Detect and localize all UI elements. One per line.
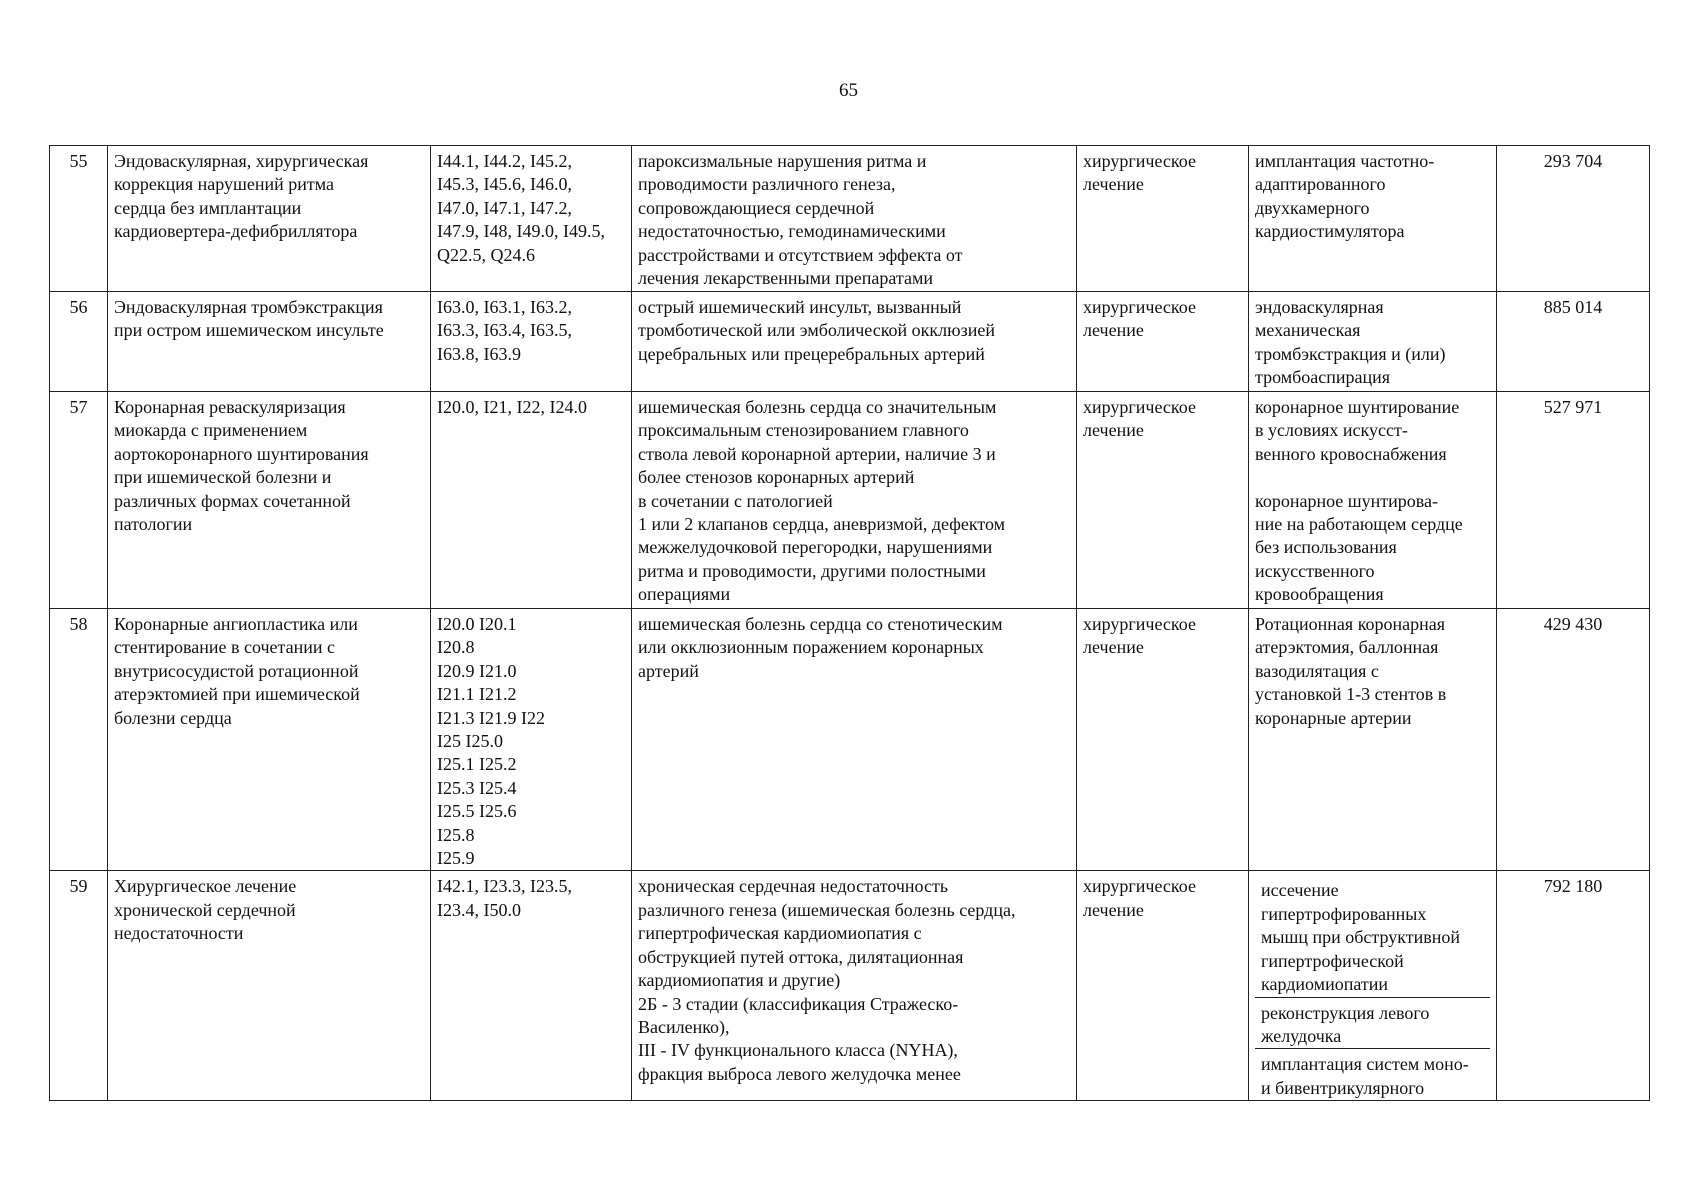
- patient-model-line: ствола левой коронарной артерии, наличие 3 и: [638, 443, 996, 464]
- patient-model-line: операциями: [638, 584, 731, 605]
- procedure-name-cell: [108, 146, 431, 292]
- patient-model-line: кардиомиопатия и другие): [638, 970, 841, 991]
- patient-model-line: обструкцией путей оттока, дилятационная: [638, 946, 964, 967]
- patient-model-line: недостаточностью, гемодинамическими: [638, 221, 946, 242]
- method-line: имплантация систем моно-: [1261, 1054, 1469, 1075]
- procedure-name-cell: [108, 871, 431, 1101]
- procedure-name-line: внутрисосудистой ротационной: [114, 660, 359, 681]
- procedure-name-line: недостаточности: [114, 923, 244, 944]
- method-line: и бивентрикулярного: [1261, 1077, 1425, 1098]
- treatment-type-cell: [1077, 146, 1249, 292]
- table-row: [50, 871, 1650, 1101]
- procedure-name-line: различных формах сочетанной: [114, 490, 351, 511]
- icd-code-line: I47.0, I47.1, I47.2,: [437, 197, 572, 218]
- patient-model-line: Василенко),: [638, 1016, 730, 1037]
- method-line: коронарные артерии: [1255, 707, 1412, 728]
- icd-code-line: I25.8: [437, 824, 475, 845]
- method-line: имплантация частотно-: [1255, 151, 1435, 171]
- patient-model-line: или окклюзионным поражением коронарных: [638, 637, 984, 658]
- procedure-name-line: болезни сердца: [114, 707, 232, 728]
- patient-model-cell: [632, 392, 1077, 609]
- patient-model-line: 2Б - 3 стадии (классификация Стражеско-: [638, 993, 959, 1014]
- method-line: коронарное шунтирова-: [1255, 490, 1439, 511]
- procedure-name-line: аортокоронарного шунтирования: [114, 443, 369, 464]
- method-line: тромбэкстракция и (или): [1255, 343, 1446, 364]
- method-line: двухкамерного: [1255, 197, 1370, 218]
- patient-model-line: межжелудочковой перегородки, нарушениями: [638, 537, 993, 558]
- procedure-name-line: при ишемической болезни и: [114, 467, 332, 488]
- method-line: Ротационная коронарная: [1255, 614, 1446, 634]
- method-line: реконструкция левого: [1261, 1002, 1430, 1023]
- procedure-name-line: патологии: [114, 514, 193, 535]
- patient-model-line: проводимости различного генеза,: [638, 174, 896, 195]
- patient-model-cell: [632, 871, 1077, 1101]
- row-number: [50, 392, 108, 609]
- method-line: атерэктомия, баллонная: [1255, 637, 1439, 658]
- icd-code-line: I23.4, I50.0: [437, 899, 521, 920]
- icd-code-line: I20.0, I21, I22, I24.0: [437, 397, 587, 417]
- icd-code-line: I42.1, I23.3, I23.5,: [437, 876, 572, 897]
- patient-model-cell: [632, 292, 1077, 392]
- patient-model-line: церебральных или прецеребральных артерий: [638, 343, 985, 364]
- treatment-type-line: хирургическое: [1083, 297, 1196, 317]
- treatment-type-cell: [1077, 392, 1249, 609]
- procedure-name-line: сердца без имплантации: [114, 197, 302, 218]
- treatment-methods-cell: [1249, 871, 1497, 1101]
- patient-model-line: пароксизмальные нарушения ритма и: [638, 151, 927, 171]
- procedure-name-line: Эндоваскулярная тромбэкстракция: [114, 297, 383, 317]
- price-cell: [1497, 609, 1650, 871]
- patient-model-line: сопровождающиеся сердечной: [638, 197, 875, 218]
- treatment-type-line: лечение: [1083, 637, 1144, 658]
- icd-code-line: I20.8: [437, 637, 475, 658]
- procedure-name-line: коррекция нарушений ритма: [114, 174, 334, 195]
- procedure-name-line: при остром ишемическом инсульте: [114, 320, 384, 341]
- icd-code-line: I20.9 I21.0: [437, 660, 517, 681]
- method-line: механическая: [1255, 320, 1361, 341]
- row-number-text: 57: [69, 397, 88, 417]
- treatment-type-cell: [1077, 292, 1249, 392]
- patient-model-line: расстройствами и отсутствием эффекта от: [638, 244, 963, 265]
- patient-model-line: фракция выброса левого желудочка менее: [638, 1063, 961, 1084]
- procedure-name-line: Коронарные ангиопластика или: [114, 614, 358, 634]
- row-number-text: 59: [69, 876, 88, 897]
- patient-model-line: хроническая сердечная недостаточность: [638, 876, 949, 897]
- method-block: [1255, 998, 1490, 1050]
- method-line: кардиостимулятора: [1255, 221, 1405, 242]
- patient-model-line: гипертрофическая кардиомиопатия с: [638, 923, 922, 944]
- treatment-type-line: хирургическое: [1083, 876, 1196, 897]
- icd-codes-cell: [431, 392, 632, 609]
- patient-model-line: острый ишемический инсульт, вызванный: [638, 297, 962, 317]
- patient-model-line: 1 или 2 клапанов сердца, аневризмой, дефектом: [638, 514, 1006, 535]
- row-number-text: 58: [69, 614, 88, 634]
- method-line: адаптированного: [1255, 174, 1386, 195]
- icd-codes-cell: [431, 146, 632, 292]
- procedure-name-cell: [108, 392, 431, 609]
- icd-code-line: I63.8, I63.9: [437, 343, 521, 364]
- price-value: 792 180: [1543, 876, 1603, 897]
- table-row: [50, 392, 1650, 609]
- procedure-name-cell: [108, 609, 431, 871]
- patient-model-line: различного генеза (ишемическая болезнь сердца,: [638, 899, 1016, 920]
- price-cell: [1497, 871, 1650, 1101]
- treatment-type-line: лечение: [1083, 174, 1144, 195]
- method-line: венного кровоснабжения: [1255, 443, 1447, 464]
- table-row: [50, 146, 1650, 292]
- method-line: без использования: [1255, 537, 1397, 558]
- row-number-text: 55: [69, 151, 88, 171]
- treatment-type-cell: [1077, 871, 1249, 1101]
- page-number: 65: [839, 80, 858, 101]
- patient-model-line: лечения лекарственными препаратами: [638, 268, 934, 289]
- patient-model-line: ритма и проводимости, другими полостными: [638, 560, 986, 581]
- price-cell: [1497, 392, 1650, 609]
- method-line: вазодилятация с: [1255, 660, 1379, 681]
- treatment-methods-cell: [1249, 609, 1497, 871]
- patient-model-line: более стенозов коронарных артерий: [638, 467, 915, 488]
- procedure-name-line: Хирургическое лечение: [114, 876, 297, 897]
- icd-codes-cell: [431, 292, 632, 392]
- method-line: гипертрофированных: [1261, 903, 1427, 924]
- procedure-name-line: стентирование в сочетании с: [114, 637, 336, 658]
- row-number: [50, 609, 108, 871]
- method-line: кардиомиопатии: [1261, 974, 1388, 995]
- method-line: установкой 1-3 стентов в: [1255, 684, 1447, 705]
- icd-code-line: I20.0 I20.1: [437, 614, 517, 634]
- procedure-name-line: Коронарная реваскуляризация: [114, 397, 346, 417]
- patient-model-line: ишемическая болезнь сердца со стенотическим: [638, 614, 1003, 634]
- icd-code-line: I47.9, I48, I49.0, I49.5,: [437, 221, 605, 242]
- icd-codes-cell: [431, 609, 632, 871]
- patient-model-line: тромботической или эмболической окклюзией: [638, 320, 995, 341]
- procedure-name-line: миокарда с применением: [114, 420, 308, 441]
- icd-code-line: I25 I25.0: [437, 731, 503, 752]
- price-value: 885 014: [1543, 297, 1603, 317]
- treatment-methods-cell: [1249, 392, 1497, 609]
- method-line: коронарное шунтирование: [1255, 397, 1460, 417]
- row-number: [50, 146, 108, 292]
- table-row: [50, 292, 1650, 392]
- price-value: 429 430: [1543, 614, 1603, 634]
- patient-model-line: проксимальным стенозированием главного: [638, 420, 969, 441]
- icd-code-line: I63.0, I63.1, I63.2,: [437, 297, 572, 317]
- procedure-name-line: хронической сердечной: [114, 899, 296, 920]
- treatment-methods-cell: [1249, 292, 1497, 392]
- patient-model-line: артерий: [638, 660, 699, 681]
- method-line: тромбоаспирация: [1255, 367, 1391, 388]
- table-row: [50, 609, 1650, 871]
- treatment-type-line: хирургическое: [1083, 151, 1196, 171]
- icd-codes-cell: [431, 871, 632, 1101]
- row-number: [50, 871, 108, 1101]
- method-line: мышц при обструктивной: [1261, 927, 1461, 948]
- patient-model-line: III - IV функционального класса (NYHA),: [638, 1040, 958, 1061]
- patient-model-line: в сочетании с патологией: [638, 490, 833, 511]
- procedure-name-line: Эндоваскулярная, хирургическая: [114, 151, 369, 171]
- treatment-type-line: хирургическое: [1083, 614, 1196, 634]
- patient-model-cell: [632, 609, 1077, 871]
- treatment-type-line: лечение: [1083, 420, 1144, 441]
- price-cell: [1497, 146, 1650, 292]
- procedures-table: [49, 145, 1650, 1101]
- method-line: ние на работающем сердце: [1255, 514, 1463, 535]
- icd-code-line: I25.5 I25.6: [437, 801, 517, 822]
- price-cell: [1497, 292, 1650, 392]
- method-line: в условиях искусст-: [1255, 420, 1408, 441]
- icd-code-line: I21.1 I21.2: [437, 684, 517, 705]
- icd-code-line: I25.1 I25.2: [437, 754, 517, 775]
- treatment-methods-cell: [1249, 146, 1497, 292]
- treatment-type-line: лечение: [1083, 320, 1144, 341]
- icd-code-line: I45.3, I45.6, I46.0,: [437, 174, 572, 195]
- treatment-type-line: лечение: [1083, 899, 1144, 920]
- procedure-name-line: кардиовертера-дефибриллятора: [114, 221, 358, 242]
- patient-model-line: ишемическая болезнь сердца со значительным: [638, 397, 997, 417]
- method-line: искусственного: [1255, 560, 1375, 581]
- patient-model-cell: [632, 146, 1077, 292]
- procedure-name-line: атерэктомией при ишемической: [114, 684, 360, 705]
- row-number-text: 56: [69, 297, 88, 317]
- method-line: желудочка: [1261, 1025, 1342, 1046]
- treatment-type-line: хирургическое: [1083, 397, 1196, 417]
- icd-code-line: I21.3 I21.9 I22: [437, 707, 545, 728]
- row-number: [50, 292, 108, 392]
- method-line: гипертрофической: [1261, 950, 1404, 971]
- method-line: эндоваскулярная: [1255, 297, 1384, 317]
- procedure-name-cell: [108, 292, 431, 392]
- price-value: 527 971: [1543, 397, 1603, 417]
- icd-code-line: Q22.5, Q24.6: [437, 244, 535, 265]
- icd-code-line: I63.3, I63.4, I63.5,: [437, 320, 572, 341]
- price-value: 293 704: [1543, 151, 1603, 171]
- treatment-type-cell: [1077, 609, 1249, 871]
- icd-code-line: I25.9: [437, 848, 475, 869]
- method-line: иссечение: [1261, 880, 1339, 901]
- icd-code-line: I44.1, I44.2, I45.2,: [437, 151, 572, 171]
- method-line: кровообращения: [1255, 584, 1384, 605]
- method-block: [1255, 1049, 1490, 1100]
- method-block: [1255, 875, 1490, 997]
- icd-code-line: I25.3 I25.4: [437, 777, 517, 798]
